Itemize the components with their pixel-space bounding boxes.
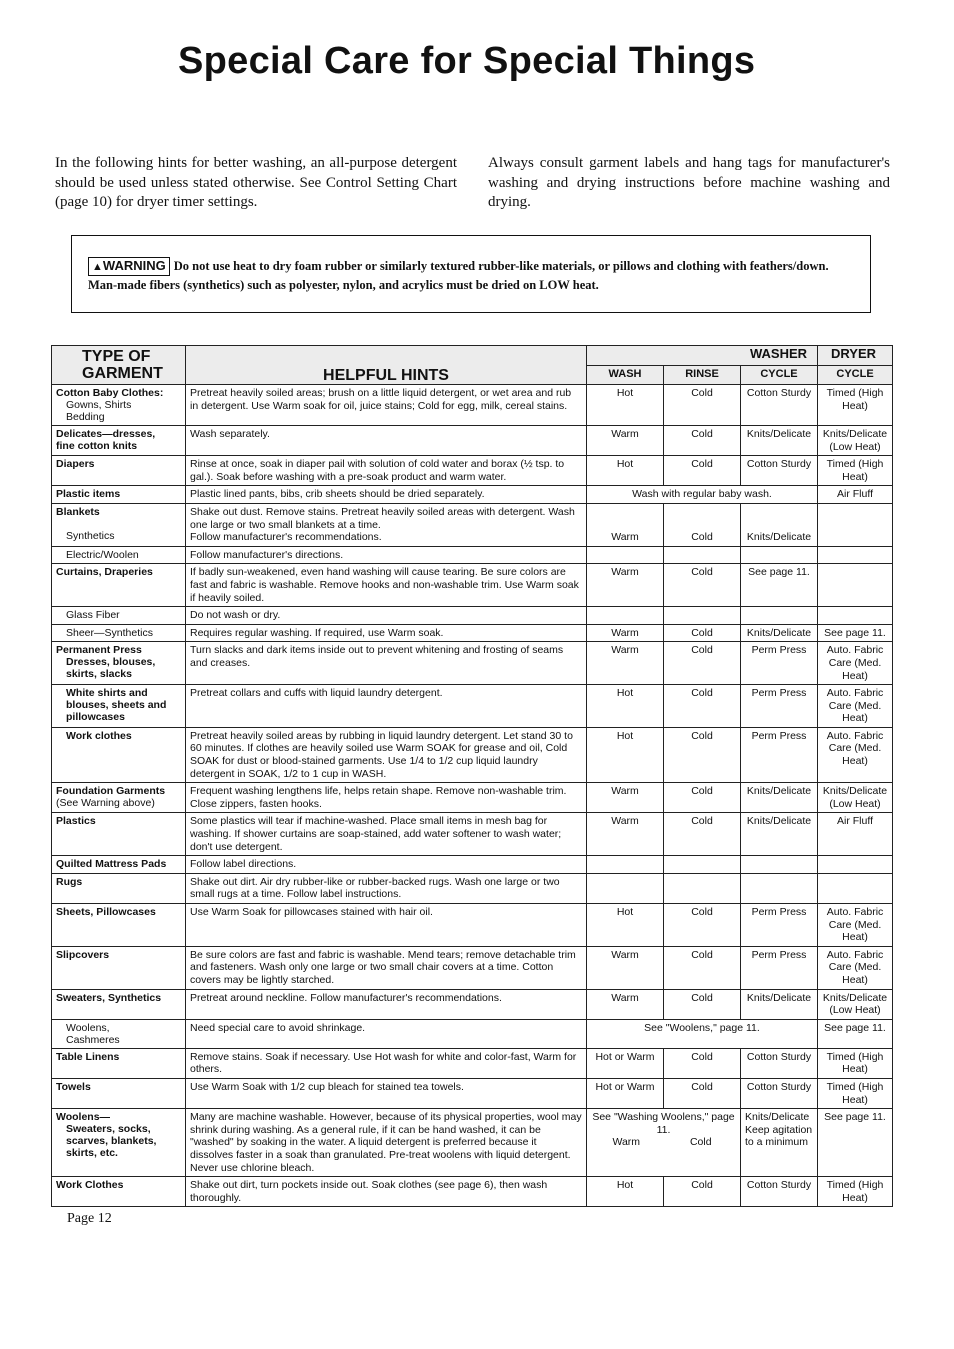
cycle-cell: See page 11. [741,564,818,607]
garment-cell [52,385,186,426]
cycle-cell: Perm Press [741,642,818,685]
wash-cell: Hot [587,456,664,486]
cycle-cell: Knits/Delicate [741,989,818,1019]
intro-right: Always consult garment labels and hang tags for manufacturer's washing and drying instructions before machine washing and drying. [488,155,890,210]
dryer-cell: See page 11. [818,1109,893,1177]
wash-cell: Hot [587,1177,664,1207]
garment-cell [52,503,186,546]
table-row [52,564,893,607]
table-row [52,456,893,486]
header-hints: HELPFUL HINTS [186,346,587,385]
cycle-cell: Knits/Delicate Keep agitation to a minimum [741,1109,818,1177]
cycle-cell [741,873,818,903]
cycle-cell: Knits/Delicate [741,813,818,856]
hint-cell: If badly sun-weakened, even hand washing will cause tearing. Be sure colors are fast and fabric is washable. Remove hooks and non-washable trim. Use Warm soak if heavily soiled. [186,564,587,607]
rinse-cell [664,856,741,874]
hint-cell: Follow label directions. [186,856,587,874]
garment-name: Foundation Garments [56,785,166,798]
dryer-cell: Air Fluff [818,813,893,856]
table-row [52,642,893,685]
rinse-cell [664,607,741,625]
warning-text: Do not use heat to dry foam rubber or similarly textured rubber-like materials, or pillows and clothing with feathers/down. Man-made fibers (synthetics) such as polyester, nylon, and acrylics must be dried on LOW heat. [88,259,829,292]
garment-sub: Work clothes [66,729,132,742]
garment-cell: Towels [52,1078,186,1108]
table-row [52,1078,893,1108]
hint-cell: Many are machine washable. However, because of its physical properties, wool may shrink during washing. As a general rule, if it can be hand washed, it can be "washed" by soaking in the water. A liquid detergent is preferred because it dissolves faster in a soak than granulated. Pre-treat woolens with liquid detergent. Never use chlorine bleach. [186,1109,587,1177]
dryer-cell [818,546,893,564]
washer-cell: See "Woolens," page 11. [587,1019,818,1048]
rinse-cell: Cold [664,624,741,642]
wash-cell: Warm [587,564,664,607]
washer-note: See "Washing Woolens," page 11. [592,1111,735,1136]
wash-cell: Warm [587,946,664,989]
garment-sub: blouses, sheets and [66,699,167,712]
garment-sub: Woolens, [66,1021,110,1034]
rinse-cell: Cold [664,813,741,856]
hint-cell: Use Warm Soak with 1/2 cup bleach for stained tea towels. [186,1078,587,1108]
wash-cell [587,856,664,874]
table-row [52,727,893,782]
wash-rinse-pair [589,1136,738,1149]
garment-cell: Sweaters, Synthetics [52,989,186,1019]
rinse-cell: Cold [664,426,741,456]
hint-cell: Need special care to avoid shrinkage. [186,1019,587,1048]
hint-text: Shake out dust. Remove stains. Pretreat heavily soiled areas with detergent. Wash one large or two small blankets at a time. [190,505,575,531]
rinse-cell: Cold [664,503,741,546]
wash-cell: Hot [587,727,664,782]
dryer-cell: Knits/Delicate (Low Heat) [818,783,893,813]
cycle-cell: Cotton Sturdy [741,1078,818,1108]
wash-cell: Hot or Warm [587,1078,664,1108]
rinse-cell: Cold [664,904,741,947]
warning-label [88,257,170,276]
table-row [52,624,893,642]
cycle-cell [741,546,818,564]
dryer-cell: Timed (High Heat) [818,1177,893,1207]
garment-sub: Synthetics [66,529,115,542]
rinse-cell: Cold [664,1048,741,1078]
garment-sub: Dresses, blouses, [66,656,156,669]
hint-cell: Pretreat heavily soiled areas; brush on a little liquid detergent, or wet area and rub in detergent. Use Warm soak for oil, juice stains; Cold for egg, milk, cereal stains. [186,385,587,426]
warning-label-text: WARNING [102,258,166,273]
dryer-cell: Auto. Fabric Care (Med. Heat) [818,727,893,782]
hint-cell: Some plastics will tear if machine-washed. Place small items in mesh bag for washing. If shower curtains are soap-stained, add water softener to wash water; don't use detergent. [186,813,587,856]
dryer-cell: Air Fluff [818,486,893,504]
header-type-line1: TYPE OF [82,348,151,365]
wash-cell: Warm [587,503,664,546]
wash-cell: Warm [587,989,664,1019]
garment-sub: Glass Fiber [66,609,120,622]
table-row [52,989,893,1019]
garment-cell [52,546,186,564]
wash-cell: Warm [587,813,664,856]
garment-sub: Electric/Woolen [66,548,139,561]
garment-sub: skirts, slacks [66,668,132,681]
hint-cell: Rinse at once, soak in diaper pail with solution of cold water and borax (½ tsp. to gal.). Soak before washing with a pre-soak product and warm water. [186,456,587,486]
rinse-cell: Cold [664,1078,741,1108]
cycle-cell: Knits/Delicate [741,783,818,813]
cycle-cell: Perm Press [741,904,818,947]
header-cycle: CYCLE [741,365,818,385]
garment-cell: Table Linens [52,1048,186,1078]
table-row [52,385,893,426]
dryer-cell: See page 11. [818,624,893,642]
garment-sub: scarves, blankets, [66,1135,157,1148]
table-row [52,856,893,874]
garment-cell: Sheets, Pillowcases [52,904,186,947]
wash-cell [587,607,664,625]
garment-cell [52,1019,186,1048]
cycle-cell: Knits/Delicate [741,624,818,642]
header-type [52,346,186,385]
wash-cell [587,873,664,903]
wash-cell: Warm [587,783,664,813]
garment-cell [52,1109,186,1177]
washer-cell [587,1109,741,1177]
cycle-cell: Perm Press [741,727,818,782]
rinse-cell: Cold [664,1177,741,1207]
wash-cell [587,546,664,564]
dryer-cell: Auto. Fabric Care (Med. Heat) [818,946,893,989]
table-row [52,685,893,728]
garment-cell [52,727,186,782]
hint-cell: Turn slacks and dark items inside out to prevent whitening and frosting of seams and creases. [186,642,587,685]
rinse-cell: Cold [664,456,741,486]
dryer-cell: Timed (High Heat) [818,1048,893,1078]
rinse-cell: Cold [664,564,741,607]
washer-cell: Wash with regular baby wash. [587,486,818,504]
dryer-cell: Auto. Fabric Care (Med. Heat) [818,642,893,685]
table-row [52,546,893,564]
rinse-cell: Cold [664,385,741,426]
cycle-cell: Cotton Sturdy [741,1177,818,1207]
table-row [52,607,893,625]
hint-cell: Frequent washing lengthens life, helps retain shape. Remove non-washable trim. Close zippers, fasten hooks. [186,783,587,813]
garment-cell [52,624,186,642]
garment-sub: fine cotton knits [56,440,138,452]
cycle-cell: Perm Press [741,685,818,728]
cycle-cell: Knits/Delicate [741,426,818,456]
cycle-cell: Cotton Sturdy [741,385,818,426]
cycle-cell: Cotton Sturdy [741,456,818,486]
table-row [52,1019,893,1048]
hint-cell: Pretreat heavily soiled areas by rubbing in liquid laundry detergent. Let stand 30 to 60 minutes. If clothes are heavily soiled use Warm SOAK for grease and oil, Cold SOAK for dust or blood-stained garments. Use 1/4 to 1/2 cup liquid laundry detergent in SOAK, 1/2 to 1 cup in WASH. [186,727,587,782]
header-wash: WASH [587,365,664,385]
table-row [52,873,893,903]
garment-cell [52,642,186,685]
hint-cell: Wash separately. [186,426,587,456]
dryer-cell: Knits/Delicate (Low Heat) [818,989,893,1019]
dryer-cell: Auto. Fabric Care (Med. Heat) [818,685,893,728]
table-row [52,503,893,546]
garment-cell: Plastic items [52,486,186,504]
page-title: Special Care for Special Things [178,40,756,82]
hint-cell: Shake out dirt, turn pockets inside out. Soak clothes (see page 6), then wash thoroughly. [186,1177,587,1207]
header-dryer-cycle: CYCLE [818,365,893,385]
hint-cell: Be sure colors are fast and fabric is washable. Mend tears; remove detachable trim and fasteners. Wash only one large or two small chair covers at a time. Cotton covers may be lightly starched. [186,946,587,989]
header-dryer: DRYER [818,346,893,366]
table-row [52,904,893,947]
dryer-cell [818,607,893,625]
rinse-cell: Cold [664,946,741,989]
hint-cell: Pretreat around neckline. Follow manufacturer's recommendations. [186,989,587,1019]
intro-left: In the following hints for better washing, an all-purpose detergent should be used unless stated otherwise. See Control Setting Chart (page 10) for dryer timer settings. [55,155,457,210]
garment-name: Woolens— [56,1111,111,1124]
hint-text: Follow manufacturer's recommendations. [190,531,382,544]
garment-sub: Bedding [66,411,105,423]
garment-sub: Gowns, Shirts [66,399,132,411]
cycle-cell: Cotton Sturdy [741,1048,818,1078]
hint-cell: Use Warm Soak for pillowcases stained with hair oil. [186,904,587,947]
wash-cell: Hot [587,685,664,728]
dryer-cell [818,503,893,546]
garment-sub: Sheer—Synthetics [66,626,153,639]
hint-cell: Shake out dirt. Air dry rubber-like or rubber-backed rugs. Wash one large or two small rugs at a time. Follow label instructions. [186,873,587,903]
rinse-value: Cold [689,1136,712,1149]
rinse-cell: Cold [664,727,741,782]
cycle-cell [741,607,818,625]
care-table [51,345,893,1207]
table-row [52,946,893,989]
garment-cell: Rugs [52,873,186,903]
garment-cell: Slipcovers [52,946,186,989]
garment-sub: skirts, etc. [66,1147,118,1160]
wash-cell: Warm [587,624,664,642]
rinse-cell: Cold [664,989,741,1019]
wash-cell: Warm [587,426,664,456]
dryer-cell: Timed (High Heat) [818,1078,893,1108]
dryer-cell: See page 11. [818,1019,893,1048]
table-row [52,783,893,813]
rinse-cell [664,873,741,903]
hint-cell [186,503,587,546]
dryer-cell [818,564,893,607]
hint-cell: Do not wash or dry. [186,607,587,625]
hint-cell: Requires regular washing. If required, use Warm soak. [186,624,587,642]
garment-cell: Diapers [52,456,186,486]
hint-cell: Pretreat collars and cuffs with liquid laundry detergent. [186,685,587,728]
rinse-cell: Cold [664,783,741,813]
hint-cell: Plastic lined pants, bibs, crib sheets should be dried separately. [186,486,587,504]
table-row [52,486,893,504]
table-row [52,813,893,856]
wash-cell: Hot or Warm [587,1048,664,1078]
table-row [52,1109,893,1177]
wash-cell: Hot [587,385,664,426]
dryer-cell: Timed (High Heat) [818,456,893,486]
table-row [52,1177,893,1207]
dryer-cell [818,856,893,874]
cycle-cell [741,856,818,874]
cycle-cell: Knits/Delicate [741,503,818,546]
rinse-cell: Cold [664,642,741,685]
garment-name: Delicates—dresses, [56,428,156,440]
rinse-cell [664,546,741,564]
garment-name: Cotton Baby Clothes: [56,387,164,399]
garment-sub: Cashmeres [66,1033,120,1046]
dryer-cell: Timed (High Heat) [818,385,893,426]
header-type-line2: GARMENT [82,365,163,382]
wash-cell: Warm [587,642,664,685]
garment-cell: Plastics [52,813,186,856]
garment-cell: Curtains, Draperies [52,564,186,607]
header-rinse: RINSE [664,365,741,385]
dryer-cell: Auto. Fabric Care (Med. Heat) [818,904,893,947]
garment-sub: (See Warning above) [56,797,155,810]
garment-cell [52,685,186,728]
header-row [52,346,893,366]
table-row [52,1048,893,1078]
dryer-cell [818,873,893,903]
garment-sub: pillowcases [66,711,125,724]
wash-value: Warm [612,1136,641,1149]
garment-cell: Work Clothes [52,1177,186,1207]
garment-sub: White shirts and [66,687,148,700]
garment-cell [52,426,186,456]
garment-cell [52,783,186,813]
header-washer: WASHER [587,346,818,366]
cycle-cell: Perm Press [741,946,818,989]
garment-name: Permanent Press [56,644,142,657]
garment-cell [52,607,186,625]
hint-cell: Remove stains. Soak if necessary. Use Hot wash for white and color-fast, Warm for others. [186,1048,587,1078]
warning-box [71,235,871,313]
rinse-cell: Cold [664,685,741,728]
table-row [52,426,893,456]
wash-cell: Hot [587,904,664,947]
garment-name: Blankets [56,505,100,518]
warning-triangle-icon: ▲ [92,261,103,273]
page-number: Page 12 [67,1211,112,1226]
garment-sub: Sweaters, socks, [66,1123,151,1136]
hint-cell: Follow manufacturer's directions. [186,546,587,564]
garment-cell: Quilted Mattress Pads [52,856,186,874]
dryer-cell: Knits/Delicate (Low Heat) [818,426,893,456]
